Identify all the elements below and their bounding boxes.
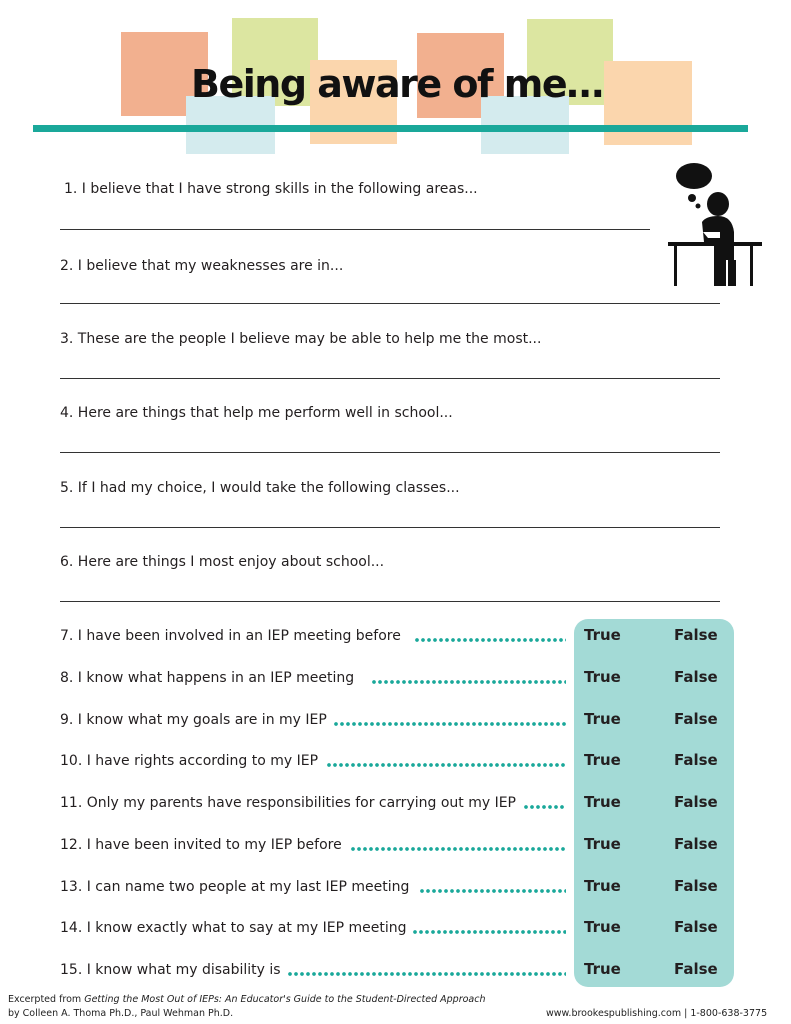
true-option-13[interactable]: True	[584, 877, 621, 895]
answer-line-2[interactable]	[60, 303, 720, 304]
true-option-8[interactable]: True	[584, 668, 621, 686]
open-question-6: 6. Here are things I most enjoy about school...	[60, 554, 385, 570]
dotted-leader	[419, 889, 566, 893]
page-title: Being aware of me…	[191, 62, 603, 106]
footer-authors: by Colleen A. Thoma Ph.D., Paul Wehman Ph.D.	[8, 1008, 234, 1019]
answer-line-5[interactable]	[60, 527, 720, 528]
true-option-15[interactable]: True	[584, 960, 621, 978]
false-option-11[interactable]: False	[674, 793, 718, 811]
dotted-leader	[326, 763, 566, 767]
answer-line-4[interactable]	[60, 452, 720, 453]
dotted-leader	[350, 847, 566, 851]
footer-excerpt-prefix: Excerpted from	[8, 994, 85, 1005]
open-question-4: 4. Here are things that help me perform well in school...	[60, 405, 453, 421]
dotted-leader	[523, 805, 566, 809]
header-divider-bar	[33, 125, 748, 132]
false-option-14[interactable]: False	[674, 918, 718, 936]
open-question-2: 2. I believe that my weaknesses are in...	[60, 258, 344, 274]
footer-excerpt	[8, 993, 485, 1006]
false-option-9[interactable]: False	[674, 710, 718, 728]
dotted-leader	[371, 680, 566, 684]
dotted-leader	[412, 930, 566, 934]
true-option-10[interactable]: True	[584, 751, 621, 769]
answer-line-1[interactable]	[60, 229, 650, 230]
open-question-5: 5. If I had my choice, I would take the following classes...	[60, 480, 460, 496]
false-option-12[interactable]: False	[674, 835, 718, 853]
true-option-9[interactable]: True	[584, 710, 621, 728]
dotted-leader	[287, 972, 566, 976]
tf-statement-9: 9. I know what my goals are in my IEP	[60, 712, 327, 728]
true-option-14[interactable]: True	[584, 918, 621, 936]
tf-statement-12: 12. I have been invited to my IEP before	[60, 837, 342, 853]
footer-contact: www.brookespublishing.com | 1-800-638-3775	[546, 1008, 768, 1019]
false-option-13[interactable]: False	[674, 877, 718, 895]
footer-book-title: Getting the Most Out of IEPs: An Educator's Guide to the Student-Directed Approach	[84, 994, 486, 1005]
tf-statement-15: 15. I know what my disability is	[60, 962, 281, 978]
student-thinking-at-desk-icon	[662, 158, 764, 288]
tf-statement-13: 13. I can name two people at my last IEP meeting	[60, 879, 410, 895]
answer-line-3[interactable]	[60, 378, 720, 379]
tf-statement-10: 10. I have rights according to my IEP	[60, 753, 319, 769]
true-option-7[interactable]: True	[584, 626, 621, 644]
open-question-3: 3. These are the people I believe may be able to help me the most...	[60, 331, 542, 347]
true-option-11[interactable]: True	[584, 793, 621, 811]
answer-line-6[interactable]	[60, 601, 720, 602]
tf-statement-11: 11. Only my parents have responsibilities for carrying out my IEP	[60, 795, 516, 811]
tf-statement-8: 8. I know what happens in an IEP meeting	[60, 670, 355, 686]
tf-statement-7: 7. I have been involved in an IEP meeting before	[60, 628, 401, 644]
false-option-8[interactable]: False	[674, 668, 718, 686]
dotted-leader	[414, 638, 566, 642]
false-option-7[interactable]: False	[674, 626, 718, 644]
open-question-1: 1. I believe that I have strong skills in the following areas...	[64, 181, 478, 197]
false-option-10[interactable]: False	[674, 751, 718, 769]
tf-statement-14: 14. I know exactly what to say at my IEP meeting	[60, 920, 407, 936]
deco-square-peach-2	[604, 61, 692, 145]
dotted-leader	[333, 722, 566, 726]
false-option-15[interactable]: False	[674, 960, 718, 978]
true-option-12[interactable]: True	[584, 835, 621, 853]
